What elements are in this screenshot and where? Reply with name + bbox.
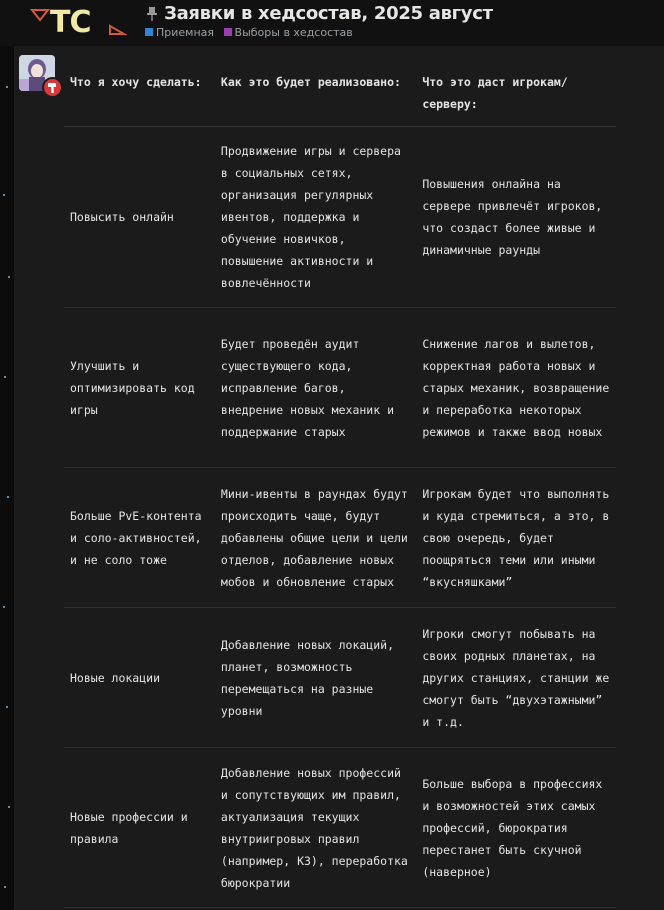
- post-body: [14, 46, 664, 910]
- pin-icon: [145, 6, 159, 22]
- cell-how: Добавление новых локаций, планет, возможность перемещаться на разные уровни: [215, 608, 416, 748]
- cell-goal: Больше PvE-контента и соло-активностей, и не соло тоже: [64, 468, 215, 608]
- star-decoration: [4, 886, 6, 888]
- cell-how: Добавление новых профессий и сопутствующих им правил, актуализация текущих внутриигровых правил (например, КЗ), переработка бюрократии: [215, 748, 416, 908]
- star-decoration: [3, 194, 5, 196]
- logo-text: TC: [50, 5, 91, 40]
- breadcrumb-item-elections[interactable]: [224, 26, 353, 40]
- site-logo[interactable]: [28, 4, 128, 40]
- cell-how: Мини-ивенты в раундах будут происходить чаще, будут добавлены общие цели и цели отделов, добавление новых мобов и обновление старых: [215, 468, 416, 608]
- cell-goal: Улучшить и оптимизировать код игры: [64, 308, 215, 468]
- category-square-icon: [224, 28, 232, 36]
- decorative-starfield: [0, 46, 14, 910]
- table-row: [64, 608, 616, 748]
- column-header-how: Как это будет реализовано:: [215, 70, 416, 127]
- column-header-goal: Что я хочу сделать:: [64, 70, 215, 127]
- cell-how: Продвижение игры и сервера в социальных сетях, организация регулярных ивентов, поддержка и обучение новичков, повышение активности и вовлечённости: [215, 127, 416, 308]
- cell-result: Больше выбора в профессиях и возможностей этих самых профессий, бюрократия перестанет быть скучной (наверное): [416, 748, 616, 908]
- top-header: [0, 0, 664, 47]
- breadcrumb: [145, 26, 655, 40]
- thread-title: Заявки в хедсостав, 2025 август: [164, 3, 493, 24]
- table-row: [64, 308, 616, 468]
- table-header-row: [64, 70, 616, 127]
- plan-table: [64, 70, 616, 908]
- cell-result: Игроки смогут побывать на своих родных планетах, на других станциях, станции же смогут быть “двухэтажными” и т.д.: [416, 608, 616, 748]
- column-header-result: Что это даст игрокам/серверу:: [416, 70, 616, 127]
- thread-header: [145, 3, 655, 40]
- star-decoration: [6, 86, 8, 88]
- breadcrumb-item-reception[interactable]: [145, 26, 214, 40]
- star-decoration: [8, 806, 10, 808]
- cell-result: Игрокам будет что выполнять и куда стремиться, а это, в свою очередь, будет поощряться теми или иными “вкусняшками”: [416, 468, 616, 608]
- cell-how: Будет проведён аудит существующего кода, исправление багов, внедрение новых механик и поддержание старых: [215, 308, 416, 468]
- star-decoration: [7, 496, 9, 498]
- breadcrumb-label: Выборы в хедсостав: [234, 26, 353, 39]
- table-row: [64, 748, 616, 908]
- star-decoration: [4, 376, 6, 378]
- category-square-icon: [145, 28, 153, 36]
- cell-goal: Повысить онлайн: [64, 127, 215, 308]
- table-row: [64, 127, 616, 308]
- cell-goal: Новые локации: [64, 608, 215, 748]
- breadcrumb-label: Приемная: [156, 26, 215, 39]
- star-decoration: [8, 276, 10, 278]
- hammer-icon: [44, 79, 61, 96]
- star-decoration: [6, 706, 8, 708]
- star-decoration: [3, 606, 5, 608]
- cell-result: Повышения онлайна на сервере привлечёт игроков, что создаст более живые и динамичные раунды: [416, 127, 616, 308]
- cell-goal: Новые профессии и правила: [64, 748, 215, 908]
- table-row: [64, 468, 616, 608]
- moderator-badge: [42, 77, 63, 98]
- cell-result: Снижение лагов и вылетов, корректная работа новых и старых механик, возвращение и переработка некоторых режимов и также ввод новых: [416, 308, 616, 468]
